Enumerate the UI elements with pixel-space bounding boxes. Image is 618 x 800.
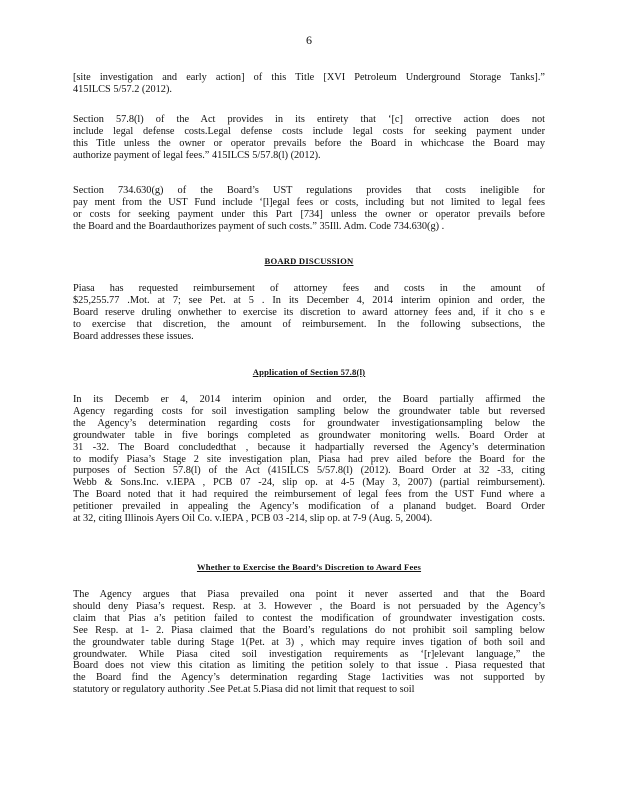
text-line: claim that Pias a’s petition failed to contest the modification of groundwater investigation costs.	[73, 612, 545, 624]
text-line: The Board noted that it had required the reimbursement of legal fees from the UST Fund where a	[73, 489, 545, 501]
text-line: 415ILCS 5/57.2 (2012).	[73, 83, 172, 95]
text-line: Section 57.8(l) of the Act provides in its entirety that ‘[c] orrective action does not	[73, 114, 545, 125]
text-line: at 32, citing Illinois Ayers Oil Co. v.IEPA , PCB 03 -214, slip op. at 7-9 (Aug. 5, 2004).	[73, 513, 433, 525]
text-line: the Agency’s determination regarding costs for groundwater investigationsampling below the	[73, 417, 545, 429]
heading-application-section	[0, 367, 618, 377]
text-line: the Board find the Agency’s determination regarding Stage 1activities was not supported by	[73, 672, 545, 684]
text-line: In its Decemb er 4, 2014 interim opinion and order, the Board partially affirmed the	[73, 394, 545, 405]
text-line: include legal defense costs.Legal defense costs include legal costs for seeking payment under	[73, 125, 545, 137]
text-line: $25,255.77 .Mot. at 7; see Pet. at 5 . In its December 4, 2014 interim opinion and order, the	[73, 294, 545, 306]
text-line: Piasa has requested reimbursement of attorney fees and costs in the amount of	[73, 283, 545, 294]
heading-board-discussion	[0, 256, 618, 266]
text-line: the Board and the Boardauthorizes payment of such costs.” 35Ill. Adm. Code 734.630(g) .	[73, 220, 445, 232]
text-line: purposes of Section 57.8(l) of the Act (415ILCS 5/57.8(l) (2012). Board Order at 32 -33, citing	[73, 465, 545, 477]
text-line: to modify Piasa’s Stage 2 site investigation plan, Piasa had prev ailed before the Board for the	[73, 453, 545, 465]
text-line: to exercise that discretion, the amount of reimbursement. In the following subsections, the	[73, 318, 545, 330]
text-line: See Resp. at 1- 2. Piasa claimed that the Board’s regulations do not prohibit soil sampling below	[73, 624, 545, 636]
text-line: 31 -32. The Board concludedthat , because it hadpartially reversed the Agency’s determination	[73, 441, 545, 453]
paragraph-interim-opinion	[73, 394, 545, 525]
paragraph-statute-continuation	[73, 72, 545, 96]
text-line: Board reserve druling onwhether to exercise its discretion to award attorney fees and, if it cho s e	[73, 306, 545, 318]
heading-text: Application of Section 57.8(l)	[252, 367, 366, 377]
heading-text: BOARD DISCUSSION	[264, 256, 354, 266]
paragraph-agency-argues	[73, 589, 545, 696]
text-line: petitioner prevailed in appealing the Agency’s modification of a planand budget. Board Order	[73, 501, 545, 513]
text-line: the groundwater table during Stage 1(Pet. at 3) , which may require inves tigation of both soil and	[73, 636, 545, 648]
text-line: authorize payment of legal fees.” 415ILCS 5/57.8(l) (2012).	[73, 149, 321, 161]
paragraph-piasa-request	[73, 283, 545, 343]
heading-whether-to-exercise	[0, 562, 618, 572]
text-line: statutory or regulatory authority .See Pet.at 5.Piasa did not limit that request to soil	[73, 684, 415, 696]
text-line: pay ment from the UST Fund include ‘[l]egal fees or costs, including but not limited to legal fees	[73, 196, 545, 208]
text-line: Agency regarding costs for soil investigation sampling below the groundwater table but reversed	[73, 405, 545, 417]
text-line: Section 734.630(g) of the Board’s UST regulations provides that costs ineligible for	[73, 185, 545, 196]
text-line: should deny Piasa’s request. Resp. at 3. However , the Board is not persuaded by the Agency’s	[73, 600, 545, 612]
text-line: or costs for seeking payment under this Part [734] unless the owner or operator prevails before	[73, 208, 545, 220]
text-line: The Agency argues that Piasa prevailed ona point it never asserted and that the Board	[73, 589, 545, 600]
text-line: Board addresses these issues.	[73, 330, 194, 342]
paragraph-section-734-630	[73, 185, 545, 233]
text-line: Webb & Sons.Inc. v.IEPA , PCB 07 -24, slip op. at 4-5 (May 3, 2007) (partial reimbursement).	[73, 477, 545, 489]
page-number: 6	[306, 33, 312, 47]
text-line: Board does not view this citation as limiting the petition solely to that issue . Piasa requested that	[73, 660, 545, 672]
text-line: groundwater. While Piasa cited soil investigation requirements as ‘[r]elevant language,” the	[73, 648, 545, 660]
text-line: [site investigation and early action] of this Title [XVI Petroleum Underground Storage Tanks].”	[73, 72, 545, 83]
heading-text: Whether to Exercise the Board’s Discretion to Award Fees	[196, 562, 422, 572]
paragraph-section-57-8-l	[73, 114, 545, 162]
text-line: groundwater table in five borings completed as groundwater monitoring wells. Board Order at	[73, 429, 545, 441]
text-line: this Title unless the owner or operator prevails before the Board in whichcase the Board may	[73, 137, 545, 149]
